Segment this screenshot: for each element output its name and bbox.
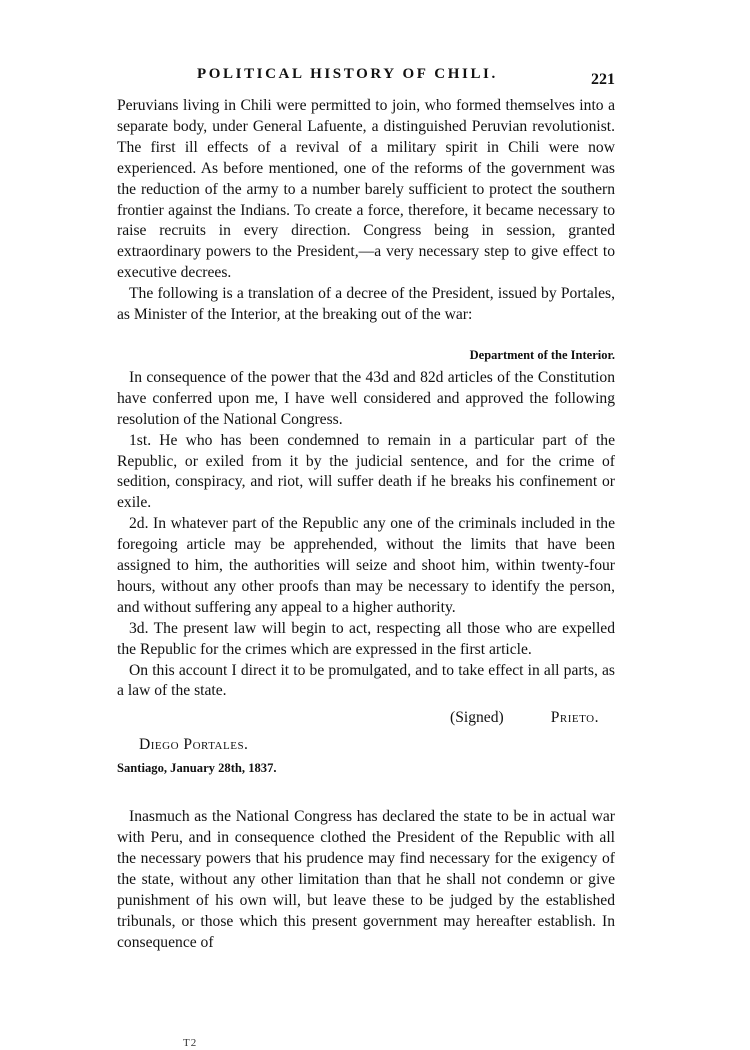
signatory-minister: Diego Portales. [139,736,249,754]
signature-line [117,706,615,732]
signed-label: (Signed) [450,709,504,727]
running-head [117,56,615,86]
book-page [117,56,615,954]
page-number: 221 [591,71,615,88]
paragraph-peruvians: Peruvians living in Chili were permitted to join, who formed themselves into a separate body, under General Lafuente, a distinguished Peruvian revolutionist. The first ill effects of a revival of a military spirit in Chili were now experienced. As before mentioned, one of the reforms of the government was the reduction of the army to a number barely sufficient to protect the southern frontier against the Indians. To create a force, therefore, it became necessary to raise recruits in every direction. Congress being in session, granted extraordinary powers to the President,—a very necessary step to give effect to executive decrees. [117,97,615,282]
article-second: 2d. In whatever part of the Republic any one of the criminals included in the foregoing article may be apprehended, without the limits that have been assigned to him, the authorities will seize and shoot him, within twenty-four hours, without any other proofs than may be necessary to identify the person, and without suffering any appeal to a higher authority. [117,515,615,616]
paragraph-war-declaration: Inasmuch as the National Congress has declared the state to be in actual war with Peru, and in consequence clothed the President of the Republic with all the necessary powers that his prudence may find necessary for the exigency of the state, without any other limitation than that he shall not condemn or give punishment of his own will, but leave these to be judged by the established tribunals, or those which this present government may hereafter establish. In consequence of [117,808,615,951]
date-place: Santiago, January 28th, 1837. [117,761,277,776]
running-title: POLITICAL HISTORY OF CHILI. [197,66,498,82]
paragraph-promulgation: On this account I direct it to be promulgated, and to take effect in all parts, as a law of the state. [117,661,615,700]
article-third: 3d. The present law will begin to act, respecting all those who are expelled the Republic for the crimes which are expressed in the first article. [117,619,615,658]
department-heading: Department of the Interior. [469,347,615,362]
paragraph-decree-intro: The following is a translation of a decree of the President, issued by Portales, as Minister of the Interior, at the breaking out of the war: [117,285,615,324]
paragraph-constitution: In consequence of the power that the 43d and 82d articles of the Constitution have conferred upon me, I have well considered and approved the following resolution of the National Congress. [117,368,615,428]
signatory-president: Prieto. [550,709,599,727]
signature-mark: T2 [183,1037,198,1049]
article-first: 1st. He who has been condemned to remain in a particular part of the Republic, or exiled from it by the judicial sentence, and for the crime of sedition, conspiracy, and riot, will suffer death if he breaks his confinement or exile. [117,431,615,512]
